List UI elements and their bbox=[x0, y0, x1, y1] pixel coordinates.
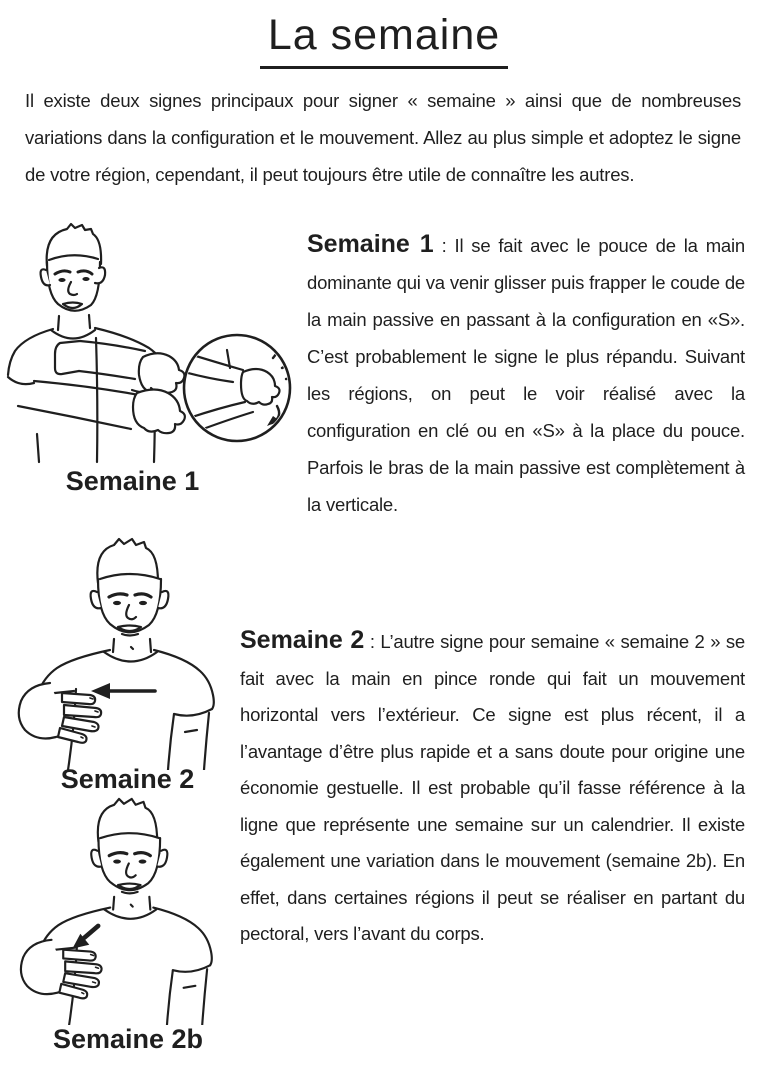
semaine-2-paragraph bbox=[240, 622, 745, 953]
semaine-2-illustration bbox=[10, 535, 230, 770]
intro-paragraph: Il existe deux signes principaux pour signer « semaine » ainsi que de nombreuses variations dans la configuration et le mouvement. Allez au plus simple et adoptez le signe de votre région, cependant, il peut toujours être utile de connaître les autres. bbox=[25, 90, 741, 185]
outward-motion-arrow-icon bbox=[91, 683, 155, 699]
semaine-2b-illustration bbox=[10, 795, 230, 1025]
semaine-1-paragraph bbox=[307, 226, 745, 523]
semaine-2b-figure-caption: Semaine 2b bbox=[52, 1024, 204, 1054]
pectoral-motion-arrow-icon bbox=[72, 926, 98, 949]
semaine-2-separator: : bbox=[364, 631, 381, 652]
semaine-1-illustration bbox=[5, 210, 300, 465]
semaine-2-body-text: L’autre signe pour semaine « semaine 2 » se fait avec la main en pince ronde qui fait un mouvement horizontal vers l’extérieur. Ce signe est plus récent, il a l’avantage d’être plus rapide et a sans doute pour origine une économie gestuelle. Il est probable qu’il fasse référence à la ligne que représente une semaine sur un calendrier. Il existe également une variation dans le mouvement (semaine 2b). En effet, dans certaines régions il peut se réaliser en partant du pectoral, vers l’avant du corps. bbox=[240, 631, 745, 944]
semaine-1-body-text: Il se fait avec le pouce de la main dominante qui va venir glisser puis frapper le coude de la main passive en passant à la configuration en «S». C’est probablement le signe le plus répandu. Suivant les régions, on peut le voir réalisé avec la configuration en clé ou en «S» à la place du pouce. Parfois le bras de la main passive est complètement à la verticale. bbox=[307, 235, 745, 515]
elbow-strike-detail-circle bbox=[177, 335, 297, 441]
semaine-1-figure-caption: Semaine 1 bbox=[65, 466, 200, 496]
semaine-2-heading: Semaine 2 bbox=[240, 626, 365, 654]
semaine-1-heading: Semaine 1 bbox=[307, 230, 434, 258]
semaine-1-separator: : bbox=[433, 235, 455, 256]
semaine-2-figure-caption: Semaine 2 bbox=[60, 764, 195, 794]
page-title-text: La semaine bbox=[260, 12, 508, 69]
page-title bbox=[0, 12, 768, 69]
